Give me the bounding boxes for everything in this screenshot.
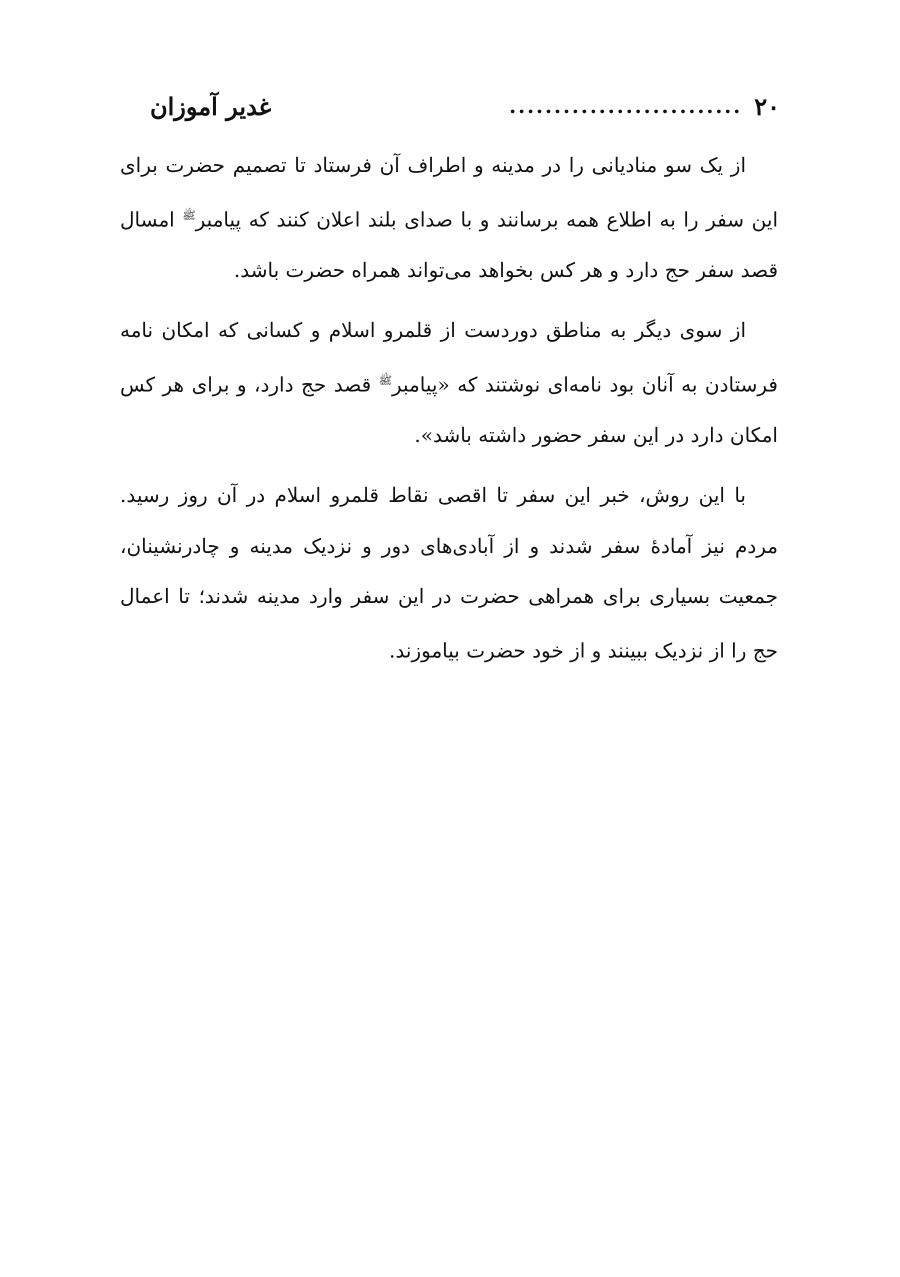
page-number: ۲۰ bbox=[754, 91, 780, 121]
paragraph-text: از یک سو منادیانی را در مدینه و اطراف آن فرستاد تا تصمیم حضرت برای این سفر را به اطلاع همه برسانند و با صدای بلند اعلان کنند که پیامبر bbox=[120, 153, 778, 232]
running-header bbox=[150, 86, 780, 126]
paragraph-text: از سوی دیگر به مناطق دوردست از قلمرو اسلام و کسانی که امکان نامه فرستادن به آنان بود نامه‌ای نوشتند که «پیامبر bbox=[120, 318, 778, 397]
header-dot-leader: .......................... bbox=[509, 96, 743, 116]
honorific-ligature: ﷺ bbox=[182, 208, 196, 222]
paragraph-text: امسال قصد سفر حج دارد و هر کس بخواهد می‌تواند همراه حضرت باشد. bbox=[120, 207, 778, 282]
body-text bbox=[120, 140, 778, 686]
paragraph-3 bbox=[120, 470, 778, 676]
paragraph-text: قصد حج دارد، و برای هر کس امکان دارد در این سفر حضور داشته باشد». bbox=[120, 372, 778, 447]
honorific-ligature: ﷺ bbox=[378, 373, 392, 387]
running-title: غدیر آموزان bbox=[150, 91, 272, 121]
paragraph-text: با این روش، خبر این سفر تا اقصی نقاط قلمرو اسلام در آن روز رسید. مردم نیز آمادهٔ سفر شدند و از آبادی‌های دور و نزدیک مدینه و چادرنشینان، جمعیت بسیاری برای همراهی حضرت در این سفر وارد مدینه شدند؛ تا اعمال حج را از نزدیک ببینند و از خود حضرت بیاموزند. bbox=[120, 483, 778, 663]
paragraph-1 bbox=[120, 140, 778, 295]
paragraph-2 bbox=[120, 305, 778, 460]
